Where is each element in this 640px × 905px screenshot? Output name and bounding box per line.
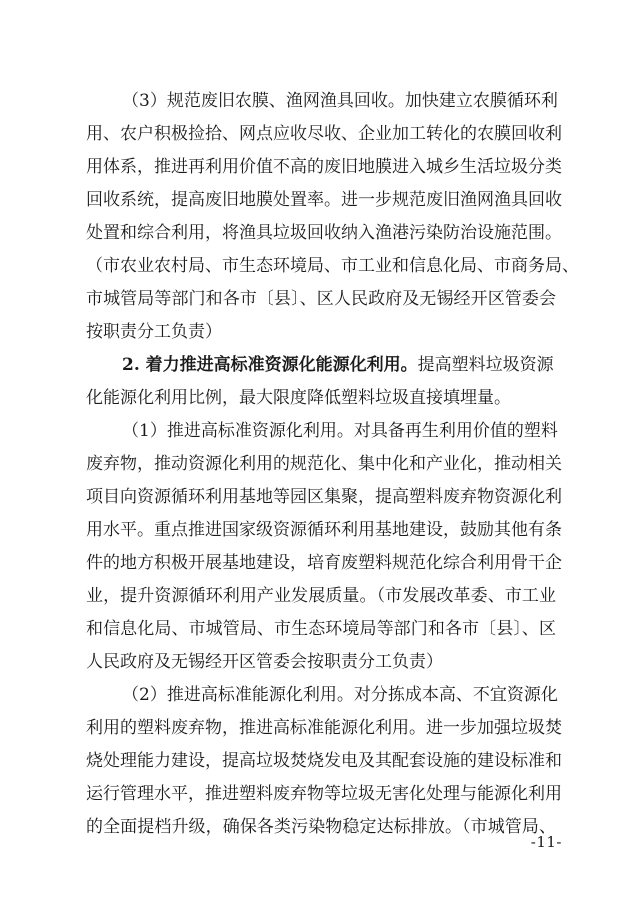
paragraph-line: 人民政府及无锡经开区管委会按职责分工负责） bbox=[86, 652, 443, 672]
section-heading-continuation: 提高塑料垃圾资源 bbox=[417, 355, 554, 375]
paragraph-line: 回收系统，提高废旧地膜处置率。进一步规范废旧渔网渔具回收 bbox=[86, 190, 562, 210]
paragraph-line: 处置和综合利用，将渔具垃圾回收纳入渔港污染防治设施范围。 bbox=[86, 223, 562, 243]
paragraph-line: 用、农户积极捡拾、网点应收尽收、企业加工转化的农膜回收利 bbox=[86, 124, 562, 144]
paragraph-line: 烧处理能力建设，提高垃圾焚烧发电及其配套设施的建设标准和 bbox=[86, 751, 562, 771]
paragraph-line: 利用的塑料废弃物，推进高标准能源化利用。进一步加强垃圾焚 bbox=[86, 718, 562, 738]
section-heading: 2. 着力推进高标准资源化能源化利用。 bbox=[122, 355, 418, 375]
paragraph-line: （1）推进高标准资源化利用。对具备再生利用价值的塑料 bbox=[122, 421, 558, 441]
paragraph-line: 按职责分工负责） bbox=[86, 322, 222, 342]
paragraph-line: 件的地方积极开展基地建设，培育废塑料规范化综合利用骨干企 bbox=[86, 553, 562, 573]
paragraph-line: 项目向资源循环利用基地等园区集聚，提高塑料废弃物资源化利 bbox=[86, 487, 562, 507]
paragraph-line: 废弃物，推动资源化利用的规范化、集中化和产业化，推动相关 bbox=[86, 454, 562, 474]
paragraph-line: 的全面提档升级，确保各类污染物稳定达标排放。（市城管局、 bbox=[86, 817, 556, 837]
paragraph-line: 运行管理水平，推进塑料废弃物等垃圾无害化处理与能源化利用 bbox=[86, 784, 562, 804]
paragraph-line: （3）规范废旧农膜、渔网渔具回收。加快建立农膜循环利 bbox=[122, 91, 558, 111]
paragraph-line: （市农业农村局、市生态环境局、市工业和信息化局、市商务局、 bbox=[86, 256, 579, 276]
paragraph-line: 用水平。重点推进国家级资源循环利用基地建设，鼓励其他有条 bbox=[86, 520, 562, 540]
paragraph-line: （2）推进高标准能源化利用。对分拣成本高、不宜资源化 bbox=[122, 685, 558, 705]
paragraph-line: 市城管局等部门和各市〔县〕、区人民政府及无锡经开区管委会 bbox=[86, 289, 556, 309]
section-heading-line bbox=[122, 350, 556, 380]
paragraph-line: 用体系，推进再利用价值不高的废旧地膜进入城乡生活垃圾分类 bbox=[86, 157, 562, 177]
page-number: -11- bbox=[530, 833, 562, 851]
paragraph-line: 化能源化利用比例，最大限度降低塑料垃圾直接填埋量。 bbox=[86, 388, 511, 408]
paragraph-line: 业，提升资源循环利用产业发展质量。（市发展改革委、市工业 bbox=[86, 586, 556, 606]
paragraph-line: 和信息化局、市城管局、市生态环境局等部门和各市〔县〕、区 bbox=[86, 619, 556, 639]
